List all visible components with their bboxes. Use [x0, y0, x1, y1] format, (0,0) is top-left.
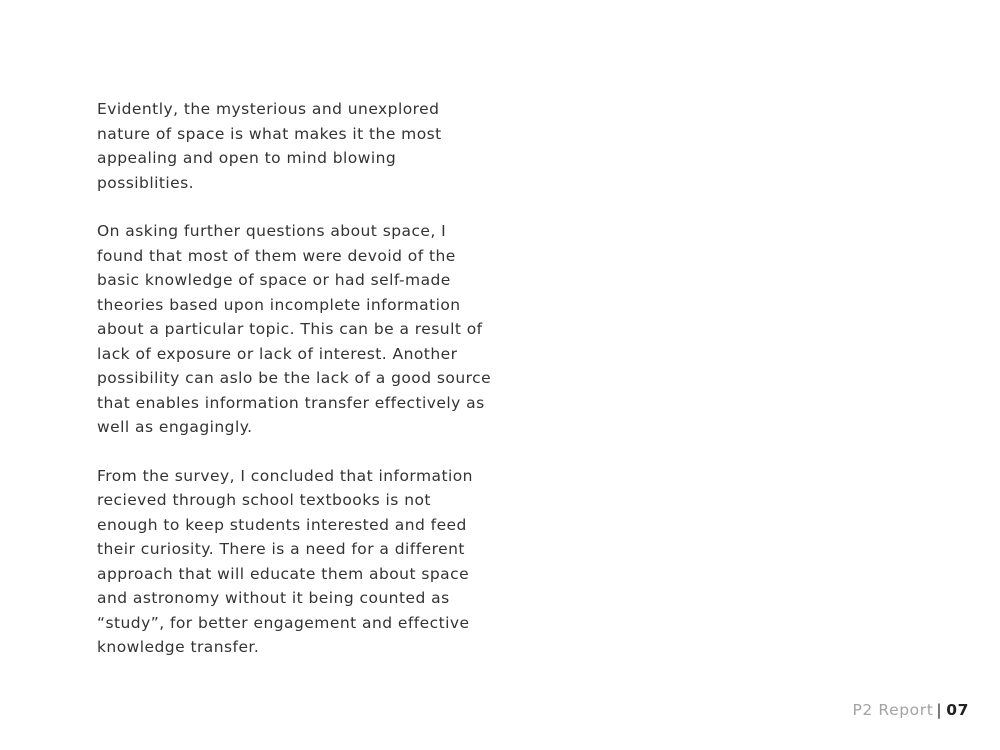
document-body [97, 97, 492, 684]
page-footer [852, 699, 969, 721]
paragraph-survey-questions: On asking further questions about space, I found that most of them were devoid of the basic knowledge of space or had self-made theories based upon incomplete information about a particular topic. This can be a result of lack of exposure or lack of interest. Another possibility can aslo be the lack of a good source that enables information transfer effectively as well as engagingly. [97, 222, 492, 436]
paragraph-survey-conclusion: From the survey, I concluded that information recieved through school textbooks is not enough to keep students interested and feed their curiosity. There is a need for a different approach that will educate them about space and astronomy without it being counted as “study”, for better engagement and effective knowledge transfer. [97, 466, 473, 656]
page-number: 07 [946, 701, 969, 719]
footer-separator: | [936, 701, 943, 719]
report-label: P2 Report [852, 701, 934, 719]
paragraph-space-nature: Evidently, the mysterious and unexplored nature of space is what makes it the most appealing and open to mind blowing possiblities. [97, 100, 442, 192]
